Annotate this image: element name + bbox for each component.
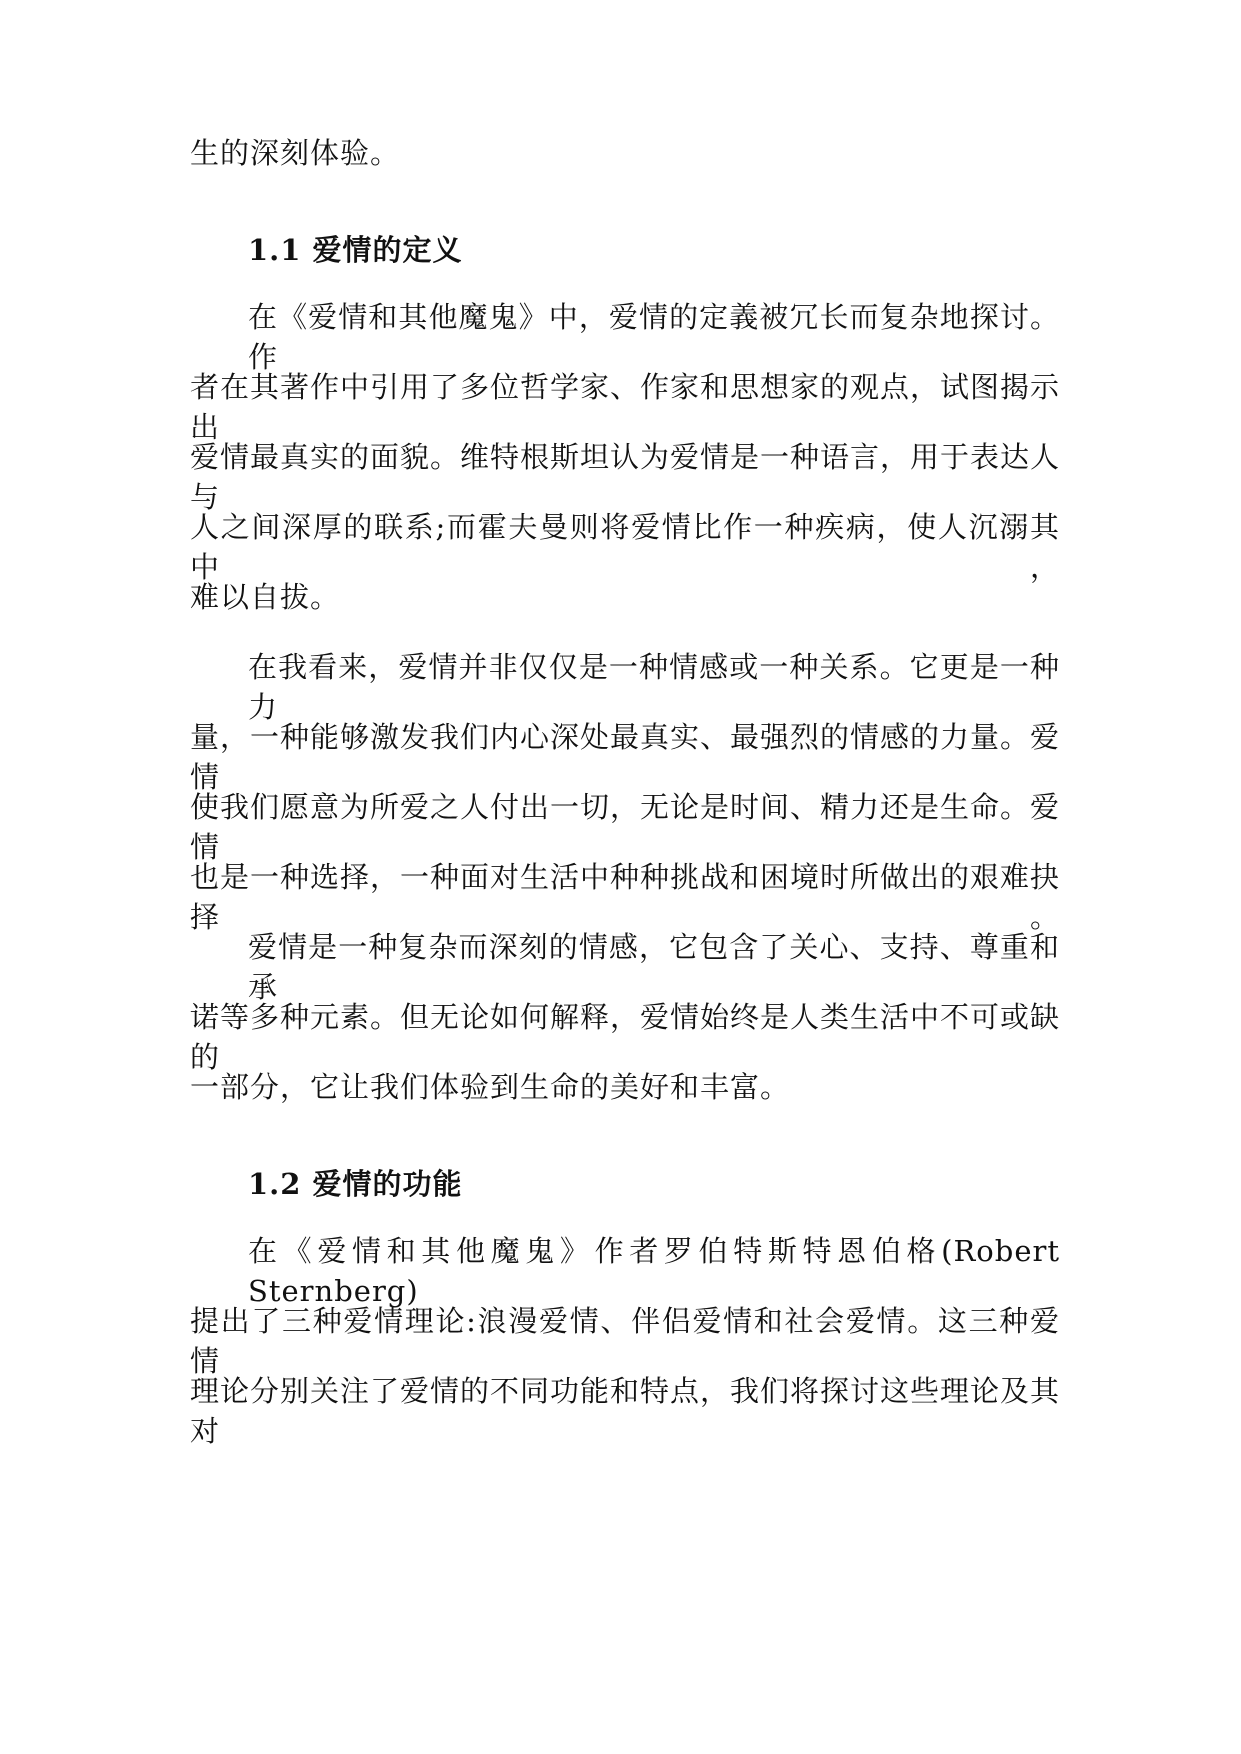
paragraph-line: 使我们愿意为所爱之人付出一切，无论是时间、精力还是生命。爱情 [190,790,1061,864]
paragraph-line: 提出了三种爱情理论:浪漫爱情、伴侣爱情和社会爱情。这三种爱情 [190,1304,1060,1378]
carryover-line: 生的深刻体验。 [190,136,401,170]
section-heading-1-2: 1.2 爱情的功能 [248,1167,463,1201]
paragraph-line: 诺等多种元素。但无论如何解释，爱情始终是人类生活中不可或缺的 [190,1000,1061,1074]
paragraph-line: 在《爱情和其他魔鬼》作者罗伯特斯特恩伯格(Robert Sternberg) [248,1234,1060,1308]
paragraph-line: 爱情最真实的面貌。维特根斯坦认为爱情是一种语言，用于表达人与 [190,440,1061,514]
paragraph-line: 难以自拔。 [190,580,341,614]
paragraph-line: 理论分别关注了爱情的不同功能和特点，我们将探讨这些理论及其对 [190,1374,1061,1448]
paragraph-line: 在我看来，爱情并非仅仅是一种情感或一种关系。它更是一种力 [248,650,1060,724]
section-heading-1-1: 1.1 爱情的定义 [248,233,463,267]
paragraph-line: 者在其著作中引用了多位哲学家、作家和思想家的观点，试图揭示出 [190,370,1061,444]
paragraph-line: 人之间深厚的联系;而霍夫曼则将爱情比作一种疾病，使人沉溺其中， [190,510,1060,584]
paragraph-line: 量，一种能够激发我们内心深处最真实、最强烈的情感的力量。爱情 [190,720,1061,794]
paragraph-line: 一部分，它让我们体验到生命的美好和丰富。 [190,1070,791,1104]
paragraph-line: 在《爱情和其他魔鬼》中，爱情的定義被冗长而复杂地探讨。作 [248,300,1060,374]
paragraph-line: 也是一种选择，一种面对生活中种种挑战和困境时所做出的艰难抉择。 [190,860,1061,934]
paragraph-line: 爱情是一种复杂而深刻的情感，它包含了关心、支持、尊重和承 [248,930,1060,1004]
